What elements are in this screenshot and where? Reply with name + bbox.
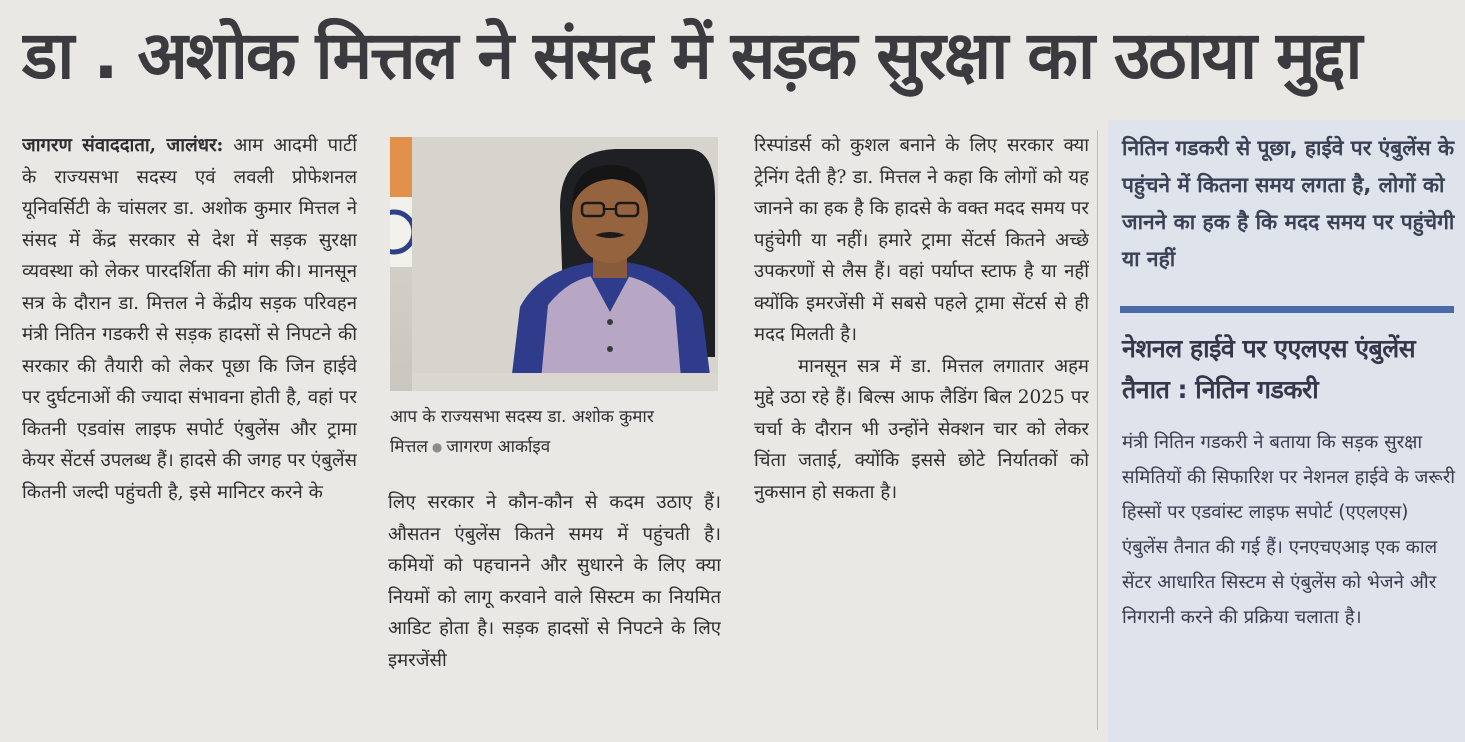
flag-white-stripe bbox=[390, 197, 412, 267]
photo-caption bbox=[390, 402, 720, 472]
flag-saffron-stripe bbox=[390, 137, 412, 197]
portrait-illustration bbox=[390, 137, 718, 391]
column-divider bbox=[1097, 130, 1098, 730]
article-column-1 bbox=[22, 130, 357, 730]
article-column-2 bbox=[388, 487, 721, 737]
article-column-3 bbox=[754, 130, 1089, 730]
column-3-paragraph-2: मानसून सत्र में डा. मित्तल लगातार अहम मुद्दे उठा रहे हैं। बिल्स आफ लैडिंग बिल 2025 पर चर्चा के दौरान भी उन्होंने सेक्शन चार को लेकर चिंता जताई, क्योंकि इससे छोटे निर्यातकों को नुकसान हो सकता है। bbox=[754, 355, 1089, 503]
column-1-text: आम आदमी पार्टी के राज्यसभा सदस्य एवं लवली प्रोफेशनल यूनिवर्सिटी के चांसलर डा. अशोक कुमार मित्तल ने संसद में केंद्र सरकार से देश में सड़क सुरक्षा व्यवस्था को लेकर पारदर्शिता की मांग की। मानसून सत्र के दौरान डा. मित्तल ने केंद्रीय सड़क परिवहन मंत्री नितिन गडकरी से सड़क हादसों से निपटने की सरकार की तैयारी को लेकर पूछा कि जिन हाईवे पर दुर्घटनाओं की ज्यादा संभावना होती है, वहां पर कितनी एडवांस लाइफ सपोर्ट एंबुलेंस और ट्रामा केयर सेंटर्स उपलब्ध हैं। हादसे की जगह पर एंबुलेंस कितनी जल्दी पहुंचती है, इसे मानिटर करने के bbox=[22, 135, 357, 503]
article-headline: डा . अशोक मित्तल ने संसद में सड़क सुरक्षा का उठाया मुद्दा bbox=[22, 17, 1361, 94]
button bbox=[607, 319, 613, 325]
sidebar-heading: नेशनल हाईवे पर एएलएस एंबुलेंस तैनात : नितिन गडकरी bbox=[1122, 334, 1416, 404]
desk bbox=[412, 373, 718, 391]
sidebar-body: मंत्री नितिन गडकरी ने बताया कि सड़क सुरक्षा समितियों की सिफारिश पर नेशनल हाईवे के जरूरी हिस्सों पर एडवांस्ट लाइफ सपोर्ट (एएलएस) एंबुलेंस तैनात की गई हैं। एनएचएआइ एक काल सेंटर आधारित सिस्टम से एंबुलेंस को भेजने और निगरानी करने की प्रक्रिया चलाता है। bbox=[1122, 432, 1456, 628]
sidebar-rule bbox=[1120, 306, 1454, 313]
photo-credit: जागरण आर्काइव bbox=[446, 437, 551, 457]
sidebar-pull-quote: नितिन गडकरी से पूछा, हाईवे पर एंबुलेंस के पहुंचने में कितना समय लगता है, लोगों को जानने का हक है कि मदद समय पर पहुंचेगी या नहीं bbox=[1122, 136, 1455, 271]
portrait-photo bbox=[390, 137, 718, 391]
byline: जागरण संवाददाता, जालंधर: bbox=[22, 135, 224, 156]
button bbox=[607, 346, 613, 352]
bullet-icon: ● bbox=[431, 440, 443, 454]
column-3-paragraph-1: रिस्पांडर्स को कुशल बनाने के लिए सरकार क्या ट्रेनिंग देती है? डा. मित्तल ने कहा कि लोगों को यह जानने का हक है कि हादसे के वक्त मदद समय पर पहुंचेगी या नहीं। हमारे ट्रामा सेंटर्स कितने अच्छे उपकरणों से लैस हैं। वहां पर्याप्त स्टाफ है या नहीं क्योंकि इमरजेंसी में सबसे पहले ट्रामा सेंटर्स से ही मदद मिलती है। bbox=[754, 135, 1089, 345]
caption-text: आप के राज्यसभा सदस्य डा. अशोक कुमार मित्तल bbox=[390, 407, 654, 457]
column-2-text: लिए सरकार ने कौन-कौन से कदम उठाए हैं। औसतन एंबुलेंस कितने समय में पहुंचती है। कमियों को पहचानने और सुधारने के लिए क्या नियमों को लागू करवाने वाले सिस्टम का नियमित आडिट होता है। सड़क हादसों से निपटने के लिए इमरजेंसी bbox=[388, 492, 721, 671]
